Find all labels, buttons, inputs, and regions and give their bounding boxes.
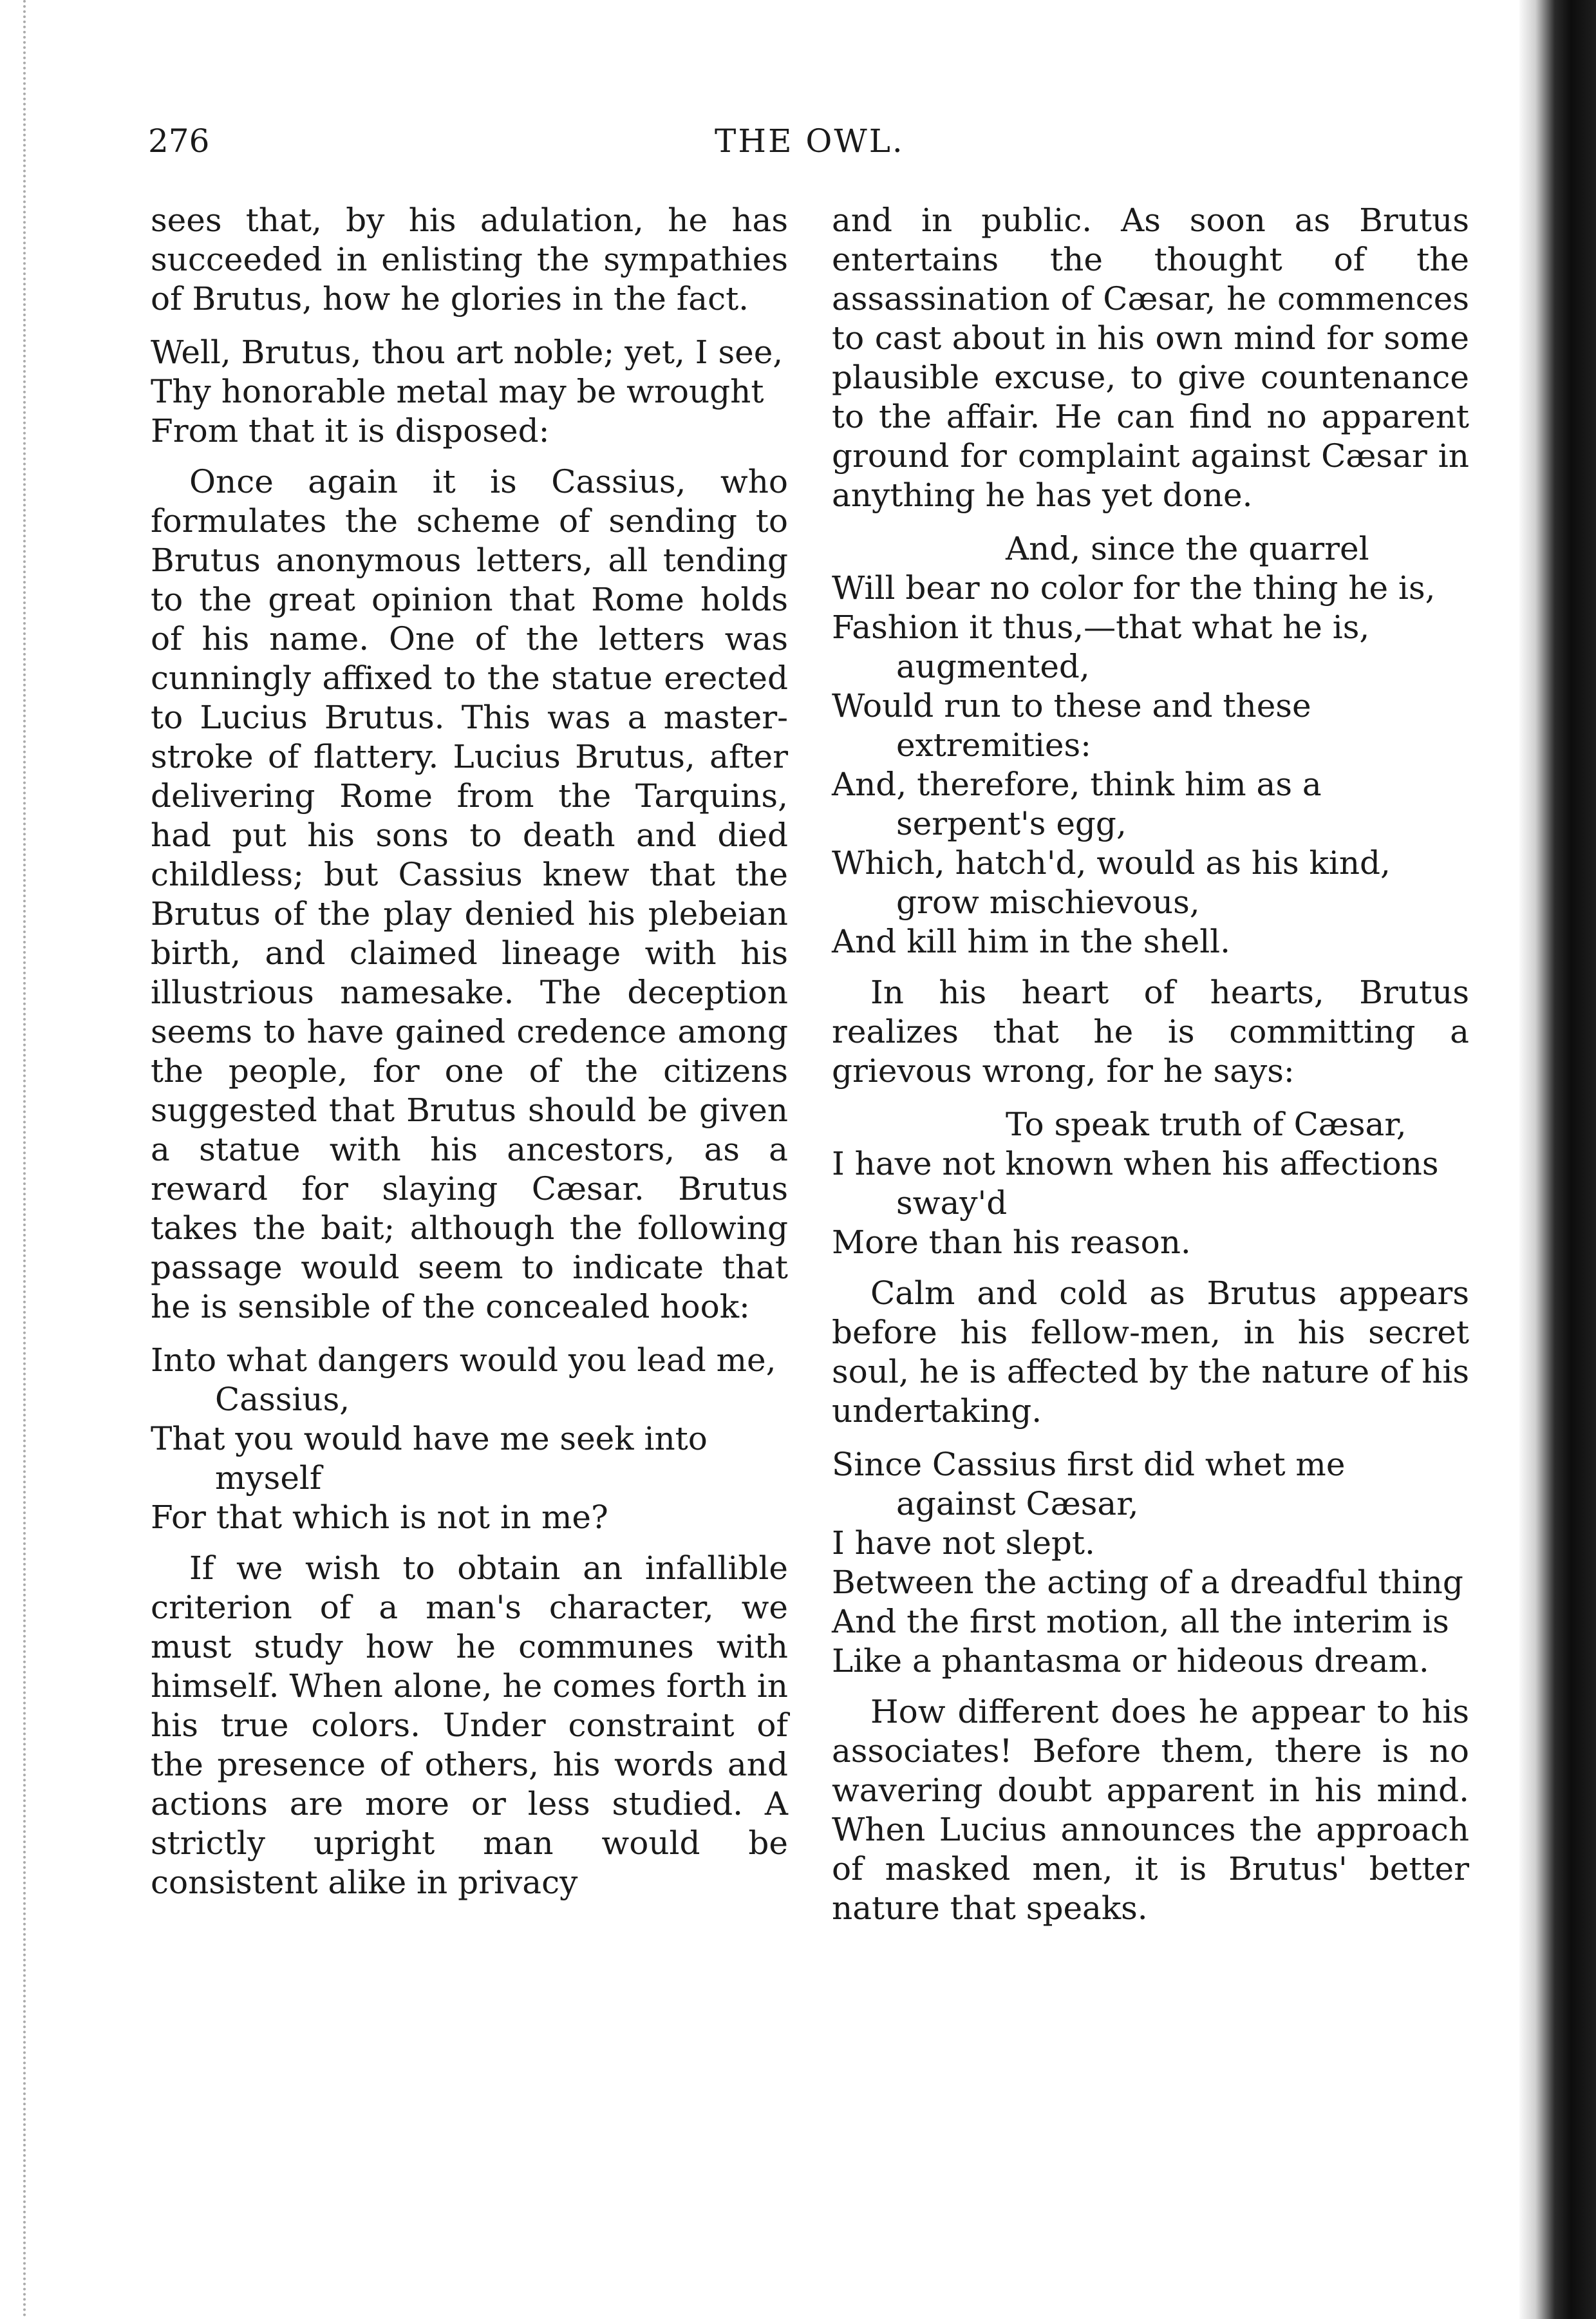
paragraph: If we wish to obtain an infallible criterion of a man's character, we must study how he communes with himself. When alone, he comes forth in his true colors. Under constraint of the presence of others, his words and actions are more or less studied. A strictly upright man would be consistent alike in privacy	[151, 1549, 788, 1901]
paragraph: In his heart of hearts, Brutus realizes that he is committing a grievous wrong, for he says:	[832, 974, 1469, 1090]
right-column	[832, 201, 1469, 1928]
paragraph: sees that, by his adulation, he has succeeded in enlisting the sympathies of Brutus, how he glories in the fact.	[151, 202, 788, 317]
verse-line: To speak truth of Cæsar,	[1006, 1106, 1407, 1143]
verse-line: Like a phantasma or hideous dream.	[832, 1642, 1429, 1680]
verse-line: Would run to these and these extremities:	[832, 687, 1311, 764]
verse-line: That you would have me seek into myself	[151, 1420, 708, 1497]
verse-quote	[832, 1445, 1469, 1681]
verse-quote	[832, 1105, 1469, 1262]
verse-line: Fashion it thus,—that what he is, augmented,	[832, 609, 1370, 685]
verse-line: Well, Brutus, thou art noble; yet, I see,	[151, 334, 784, 371]
paragraph: Once again it is Cassius, who formulates the scheme of sending to Brutus anonymous letters, all tending to the great opinion that Rome holds of his name. One of the letters was cunningly affixed to the statue erected to Lucius Brutus. This was a master-stroke of flattery. Lucius Brutus, after delivering Rome from the Tarquins, had put his sons to death and died childless; but Cassius knew that the Brutus of the play denied his plebeian birth, and claimed lineage with his illustrious namesake. The deception seems to have gained credence among the people, for one of the citizens suggested that Brutus should be given a statue with his ancestors, as a reward for slaying Cæsar. Brutus takes the bait; although the following passage would seem to indicate that he is sensible of the concealed hook:	[151, 463, 788, 1325]
verse-line: And the first motion, all the interim is	[832, 1603, 1449, 1640]
verse-quote	[832, 529, 1469, 961]
paragraph: and in public. As soon as Brutus entertains the thought of the assassination of Cæsar, he commences to cast about in his own mind for some plausible excuse, to give countenance to the affair. He can find no apparent ground for complaint against Cæsar in anything he has yet done.	[832, 202, 1469, 514]
verse-line: Which, hatch'd, would as his kind, grow mischievous,	[832, 844, 1391, 921]
verse-line: Since Cassius first did whet me against Cæsar,	[832, 1446, 1346, 1522]
verse-quote	[151, 333, 788, 451]
verse-line: Thy honorable metal may be wrought	[151, 373, 764, 410]
verse-line: Will bear no color for the thing he is,	[832, 569, 1436, 607]
verse-line: Into what dangers would you lead me, Cassius,	[151, 1341, 776, 1418]
verse-line: Between the acting of a dreadful thing	[832, 1564, 1463, 1601]
left-column	[151, 201, 788, 1902]
verse-line: I have not known when his affections sway'd	[832, 1145, 1439, 1222]
paragraph: How different does he appear to his associates! Before them, there is no wavering doubt apparent in his mind. When Lucius announces the approach of masked men, it is Brutus' better nature that speaks.	[832, 1693, 1469, 1927]
verse-line: More than his reason.	[832, 1224, 1191, 1261]
running-title: THE OWL.	[715, 122, 905, 160]
verse-quote	[151, 1341, 788, 1537]
verse-line: And kill him in the shell.	[832, 923, 1231, 960]
verse-line: From that it is disposed:	[151, 412, 550, 450]
page-edge-right	[1519, 0, 1596, 2319]
paragraph: Calm and cold as Brutus appears before his fellow-men, in his secret soul, he is affected by the nature of his undertaking.	[832, 1274, 1469, 1430]
running-header	[148, 122, 1461, 180]
verse-line: For that which is not in me?	[151, 1499, 608, 1536]
page-edge-left	[0, 0, 26, 2319]
verse-line: And, therefore, think him as a serpent's egg,	[832, 766, 1322, 842]
verse-line: I have not slept.	[832, 1524, 1095, 1562]
verse-line: And, since the quarrel	[1006, 530, 1369, 567]
page-number: 276	[148, 122, 210, 160]
